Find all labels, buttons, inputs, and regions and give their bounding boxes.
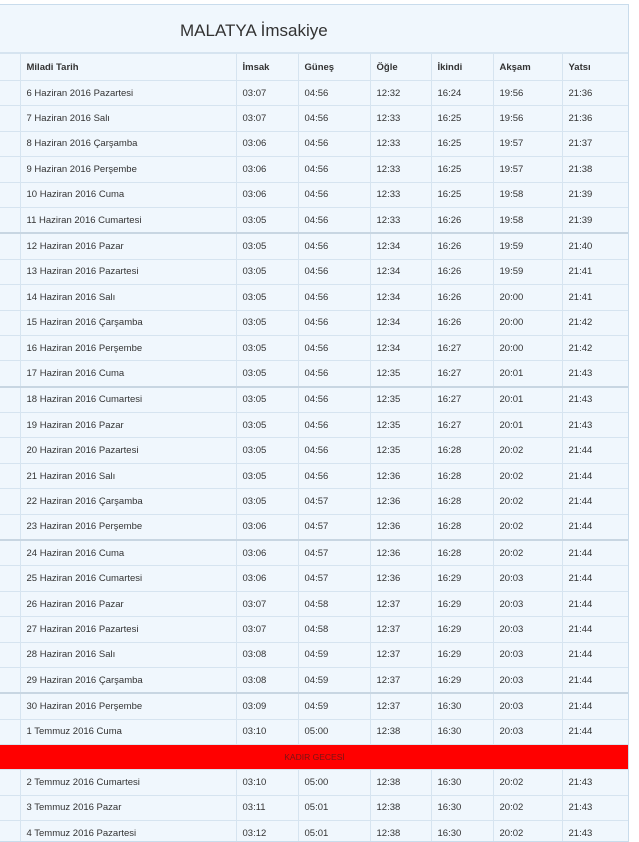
- cell-yatsi: 21:36: [562, 81, 629, 106]
- cell-date: 6 Haziran 2016 Pazartesi: [20, 81, 236, 106]
- header-ogle: Öğle: [370, 54, 431, 81]
- cell-date: 28 Haziran 2016 Salı: [20, 642, 236, 667]
- cell-yatsi: 21:39: [562, 182, 629, 207]
- cell-aksam: 20:02: [493, 540, 562, 566]
- table-row: [0, 795, 629, 820]
- row-spacer: [0, 642, 20, 667]
- cell-date: 27 Haziran 2016 Pazartesi: [20, 617, 236, 642]
- cell-aksam: 20:03: [493, 693, 562, 719]
- cell-yatsi: 21:39: [562, 207, 629, 233]
- cell-imsak: 03:05: [236, 310, 298, 335]
- cell-aksam: 20:03: [493, 667, 562, 693]
- cell-ikindi: 16:29: [431, 642, 493, 667]
- cell-date: 30 Haziran 2016 Perşembe: [20, 693, 236, 719]
- cell-aksam: 20:02: [493, 770, 562, 795]
- cell-date: 18 Haziran 2016 Cumartesi: [20, 387, 236, 413]
- cell-gunes: 04:56: [298, 182, 370, 207]
- cell-aksam: 20:03: [493, 719, 562, 744]
- cell-yatsi: 21:43: [562, 820, 629, 842]
- cell-ikindi: 16:30: [431, 795, 493, 820]
- table-row: [0, 233, 629, 259]
- table-row: [0, 413, 629, 438]
- cell-ogle: 12:38: [370, 719, 431, 744]
- row-spacer: [0, 310, 20, 335]
- cell-aksam: 20:01: [493, 413, 562, 438]
- row-spacer: [0, 259, 20, 284]
- cell-imsak: 03:05: [236, 489, 298, 514]
- table-row: [0, 489, 629, 514]
- row-spacer: [0, 795, 20, 820]
- row-spacer: [0, 131, 20, 156]
- cell-ogle: 12:37: [370, 642, 431, 667]
- table-row: [0, 182, 629, 207]
- table-row: [0, 157, 629, 182]
- cell-yatsi: 21:37: [562, 131, 629, 156]
- cell-ikindi: 16:28: [431, 438, 493, 463]
- cell-yatsi: 21:44: [562, 566, 629, 591]
- cell-aksam: 19:58: [493, 207, 562, 233]
- header-imsak: İmsak: [236, 54, 298, 81]
- cell-date: 11 Haziran 2016 Cumartesi: [20, 207, 236, 233]
- cell-ikindi: 16:28: [431, 514, 493, 540]
- table-header-row: [0, 54, 629, 81]
- cell-imsak: 03:05: [236, 413, 298, 438]
- cell-ikindi: 16:27: [431, 335, 493, 360]
- cell-gunes: 04:57: [298, 489, 370, 514]
- cell-gunes: 04:56: [298, 285, 370, 310]
- cell-yatsi: 21:38: [562, 157, 629, 182]
- cell-imsak: 03:06: [236, 131, 298, 156]
- cell-gunes: 04:57: [298, 566, 370, 591]
- cell-date: 21 Haziran 2016 Salı: [20, 463, 236, 488]
- cell-date: 3 Temmuz 2016 Pazar: [20, 795, 236, 820]
- cell-imsak: 03:05: [236, 463, 298, 488]
- header-date: Miladi Tarih: [20, 54, 236, 81]
- row-spacer: [0, 591, 20, 616]
- cell-yatsi: 21:41: [562, 259, 629, 284]
- prayer-times-table: [0, 53, 629, 842]
- cell-gunes: 04:59: [298, 667, 370, 693]
- cell-date: 25 Haziran 2016 Cumartesi: [20, 566, 236, 591]
- cell-ikindi: 16:29: [431, 591, 493, 616]
- row-spacer: [0, 361, 20, 387]
- cell-gunes: 04:56: [298, 106, 370, 131]
- table-row: [0, 131, 629, 156]
- cell-ikindi: 16:25: [431, 106, 493, 131]
- row-spacer: [0, 770, 20, 795]
- row-spacer: [0, 285, 20, 310]
- cell-ikindi: 16:25: [431, 182, 493, 207]
- cell-ogle: 12:37: [370, 667, 431, 693]
- cell-ikindi: 16:26: [431, 233, 493, 259]
- cell-ogle: 12:35: [370, 361, 431, 387]
- cell-yatsi: 21:43: [562, 361, 629, 387]
- row-spacer: [0, 617, 20, 642]
- cell-aksam: 20:02: [493, 795, 562, 820]
- cell-date: 14 Haziran 2016 Salı: [20, 285, 236, 310]
- table-row: [0, 285, 629, 310]
- cell-gunes: 04:56: [298, 131, 370, 156]
- cell-gunes: 04:56: [298, 413, 370, 438]
- cell-imsak: 03:06: [236, 566, 298, 591]
- cell-date: 2 Temmuz 2016 Cumartesi: [20, 770, 236, 795]
- cell-ogle: 12:35: [370, 413, 431, 438]
- cell-ogle: 12:34: [370, 335, 431, 360]
- cell-gunes: 04:56: [298, 157, 370, 182]
- cell-aksam: 20:03: [493, 617, 562, 642]
- cell-aksam: 20:01: [493, 387, 562, 413]
- cell-yatsi: 21:44: [562, 617, 629, 642]
- cell-imsak: 03:12: [236, 820, 298, 842]
- cell-date: 15 Haziran 2016 Çarşamba: [20, 310, 236, 335]
- cell-imsak: 03:05: [236, 335, 298, 360]
- table-row: [0, 770, 629, 795]
- cell-ogle: 12:36: [370, 514, 431, 540]
- highlight-label: KADIR GECESİ: [0, 745, 629, 770]
- cell-ogle: 12:34: [370, 233, 431, 259]
- cell-yatsi: 21:44: [562, 514, 629, 540]
- cell-date: 12 Haziran 2016 Pazar: [20, 233, 236, 259]
- table-row: [0, 820, 629, 842]
- cell-gunes: 04:56: [298, 335, 370, 360]
- cell-date: 1 Temmuz 2016 Cuma: [20, 719, 236, 744]
- table-row: [0, 207, 629, 233]
- cell-gunes: 04:57: [298, 514, 370, 540]
- cell-ogle: 12:35: [370, 438, 431, 463]
- cell-aksam: 19:57: [493, 157, 562, 182]
- cell-aksam: 19:59: [493, 233, 562, 259]
- cell-imsak: 03:06: [236, 514, 298, 540]
- cell-date: 29 Haziran 2016 Çarşamba: [20, 667, 236, 693]
- cell-date: 26 Haziran 2016 Pazar: [20, 591, 236, 616]
- cell-imsak: 03:05: [236, 438, 298, 463]
- cell-date: 8 Haziran 2016 Çarşamba: [20, 131, 236, 156]
- cell-ikindi: 16:27: [431, 361, 493, 387]
- cell-gunes: 04:56: [298, 361, 370, 387]
- cell-gunes: 04:56: [298, 310, 370, 335]
- cell-ikindi: 16:25: [431, 157, 493, 182]
- cell-aksam: 19:58: [493, 182, 562, 207]
- cell-gunes: 05:01: [298, 795, 370, 820]
- cell-ogle: 12:36: [370, 566, 431, 591]
- cell-ogle: 12:38: [370, 820, 431, 842]
- cell-ikindi: 16:25: [431, 131, 493, 156]
- cell-ikindi: 16:26: [431, 285, 493, 310]
- cell-gunes: 04:56: [298, 81, 370, 106]
- cell-imsak: 03:11: [236, 795, 298, 820]
- row-spacer: [0, 693, 20, 719]
- cell-ikindi: 16:26: [431, 310, 493, 335]
- row-spacer: [0, 463, 20, 488]
- cell-ikindi: 16:27: [431, 413, 493, 438]
- table-row: [0, 81, 629, 106]
- row-spacer: [0, 207, 20, 233]
- cell-yatsi: 21:44: [562, 642, 629, 667]
- cell-aksam: 20:01: [493, 361, 562, 387]
- cell-date: 13 Haziran 2016 Pazartesi: [20, 259, 236, 284]
- cell-ogle: 12:36: [370, 463, 431, 488]
- cell-ikindi: 16:29: [431, 566, 493, 591]
- cell-gunes: 05:00: [298, 770, 370, 795]
- cell-ikindi: 16:30: [431, 770, 493, 795]
- cell-yatsi: 21:44: [562, 463, 629, 488]
- cell-yatsi: 21:43: [562, 770, 629, 795]
- cell-imsak: 03:07: [236, 591, 298, 616]
- cell-imsak: 03:06: [236, 182, 298, 207]
- cell-ogle: 12:33: [370, 157, 431, 182]
- row-spacer: [0, 106, 20, 131]
- cell-ikindi: 16:26: [431, 207, 493, 233]
- cell-date: 24 Haziran 2016 Cuma: [20, 540, 236, 566]
- cell-ikindi: 16:30: [431, 820, 493, 842]
- row-spacer: [0, 566, 20, 591]
- table-body: [0, 81, 629, 842]
- cell-gunes: 05:00: [298, 719, 370, 744]
- cell-aksam: 19:56: [493, 106, 562, 131]
- row-spacer: [0, 540, 20, 566]
- row-spacer: [0, 489, 20, 514]
- cell-ikindi: 16:26: [431, 259, 493, 284]
- cell-imsak: 03:07: [236, 81, 298, 106]
- cell-ogle: 12:33: [370, 182, 431, 207]
- cell-date: 19 Haziran 2016 Pazar: [20, 413, 236, 438]
- cell-yatsi: 21:44: [562, 438, 629, 463]
- cell-yatsi: 21:44: [562, 591, 629, 616]
- cell-date: 17 Haziran 2016 Cuma: [20, 361, 236, 387]
- cell-imsak: 03:05: [236, 285, 298, 310]
- cell-imsak: 03:08: [236, 667, 298, 693]
- cell-gunes: 04:56: [298, 463, 370, 488]
- cell-gunes: 04:56: [298, 438, 370, 463]
- table-row: [0, 387, 629, 413]
- table-row: [0, 642, 629, 667]
- table-row: [0, 106, 629, 131]
- cell-imsak: 03:05: [236, 259, 298, 284]
- cell-ogle: 12:36: [370, 540, 431, 566]
- row-spacer: [0, 233, 20, 259]
- header-yatsi: Yatsı: [562, 54, 629, 81]
- cell-date: 9 Haziran 2016 Perşembe: [20, 157, 236, 182]
- cell-aksam: 20:02: [493, 820, 562, 842]
- row-spacer: [0, 387, 20, 413]
- table-row: [0, 463, 629, 488]
- table-row: [0, 335, 629, 360]
- cell-yatsi: 21:42: [562, 335, 629, 360]
- cell-ogle: 12:38: [370, 770, 431, 795]
- highlight-row: [0, 745, 629, 770]
- cell-yatsi: 21:40: [562, 233, 629, 259]
- cell-gunes: 04:56: [298, 387, 370, 413]
- header-aksam: Akşam: [493, 54, 562, 81]
- cell-ikindi: 16:29: [431, 617, 493, 642]
- cell-gunes: 04:57: [298, 540, 370, 566]
- cell-gunes: 04:58: [298, 591, 370, 616]
- cell-aksam: 20:02: [493, 463, 562, 488]
- cell-date: 7 Haziran 2016 Salı: [20, 106, 236, 131]
- header-spacer: [0, 54, 20, 81]
- cell-ikindi: 16:28: [431, 489, 493, 514]
- cell-date: 22 Haziran 2016 Çarşamba: [20, 489, 236, 514]
- cell-aksam: 19:59: [493, 259, 562, 284]
- cell-yatsi: 21:36: [562, 106, 629, 131]
- cell-yatsi: 21:44: [562, 693, 629, 719]
- cell-date: 10 Haziran 2016 Cuma: [20, 182, 236, 207]
- cell-yatsi: 21:41: [562, 285, 629, 310]
- cell-ikindi: 16:24: [431, 81, 493, 106]
- cell-date: 4 Temmuz 2016 Pazartesi: [20, 820, 236, 842]
- cell-ogle: 12:37: [370, 591, 431, 616]
- cell-ikindi: 16:27: [431, 387, 493, 413]
- cell-ikindi: 16:28: [431, 463, 493, 488]
- table-row: [0, 617, 629, 642]
- cell-gunes: 04:58: [298, 617, 370, 642]
- table-row: [0, 667, 629, 693]
- row-spacer: [0, 182, 20, 207]
- cell-aksam: 20:03: [493, 566, 562, 591]
- cell-aksam: 20:00: [493, 335, 562, 360]
- cell-imsak: 03:08: [236, 642, 298, 667]
- cell-imsak: 03:05: [236, 387, 298, 413]
- cell-aksam: 20:00: [493, 310, 562, 335]
- row-spacer: [0, 81, 20, 106]
- cell-imsak: 03:05: [236, 207, 298, 233]
- row-spacer: [0, 413, 20, 438]
- cell-aksam: 20:03: [493, 591, 562, 616]
- cell-imsak: 03:07: [236, 617, 298, 642]
- cell-aksam: 19:57: [493, 131, 562, 156]
- cell-ogle: 12:33: [370, 106, 431, 131]
- table-row: [0, 361, 629, 387]
- table-row: [0, 566, 629, 591]
- cell-yatsi: 21:44: [562, 540, 629, 566]
- cell-aksam: 20:02: [493, 438, 562, 463]
- cell-yatsi: 21:43: [562, 387, 629, 413]
- cell-aksam: 19:56: [493, 81, 562, 106]
- cell-aksam: 20:00: [493, 285, 562, 310]
- cell-date: 23 Haziran 2016 Perşembe: [20, 514, 236, 540]
- cell-imsak: 03:06: [236, 540, 298, 566]
- cell-ikindi: 16:28: [431, 540, 493, 566]
- cell-gunes: 04:56: [298, 207, 370, 233]
- cell-imsak: 03:07: [236, 106, 298, 131]
- row-spacer: [0, 157, 20, 182]
- cell-ogle: 12:34: [370, 259, 431, 284]
- cell-ikindi: 16:30: [431, 719, 493, 744]
- cell-ogle: 12:36: [370, 489, 431, 514]
- row-spacer: [0, 335, 20, 360]
- cell-ogle: 12:33: [370, 131, 431, 156]
- cell-aksam: 20:02: [493, 514, 562, 540]
- table-row: [0, 591, 629, 616]
- cell-yatsi: 21:44: [562, 667, 629, 693]
- table-row: [0, 540, 629, 566]
- cell-ogle: 12:33: [370, 207, 431, 233]
- cell-ogle: 12:38: [370, 795, 431, 820]
- table-row: [0, 514, 629, 540]
- cell-imsak: 03:05: [236, 233, 298, 259]
- table-row: [0, 719, 629, 744]
- cell-ogle: 12:34: [370, 285, 431, 310]
- table-row: [0, 438, 629, 463]
- cell-yatsi: 21:42: [562, 310, 629, 335]
- cell-ogle: 12:32: [370, 81, 431, 106]
- cell-date: 16 Haziran 2016 Perşembe: [20, 335, 236, 360]
- cell-ogle: 12:37: [370, 617, 431, 642]
- header-gunes: Güneş: [298, 54, 370, 81]
- cell-imsak: 03:10: [236, 770, 298, 795]
- row-spacer: [0, 438, 20, 463]
- header-ikindi: İkindi: [431, 54, 493, 81]
- cell-aksam: 20:02: [493, 489, 562, 514]
- row-spacer: [0, 719, 20, 744]
- cell-imsak: 03:05: [236, 361, 298, 387]
- cell-gunes: 04:59: [298, 693, 370, 719]
- cell-ogle: 12:34: [370, 310, 431, 335]
- cell-yatsi: 21:43: [562, 413, 629, 438]
- row-spacer: [0, 820, 20, 842]
- imsakiye-panel: [0, 4, 629, 842]
- cell-ogle: 12:35: [370, 387, 431, 413]
- row-spacer: [0, 514, 20, 540]
- cell-ogle: 12:37: [370, 693, 431, 719]
- cell-gunes: 04:56: [298, 259, 370, 284]
- row-spacer: [0, 667, 20, 693]
- page-title: MALATYA İmsakiye: [0, 5, 628, 53]
- table-row: [0, 310, 629, 335]
- cell-gunes: 05:01: [298, 820, 370, 842]
- cell-imsak: 03:09: [236, 693, 298, 719]
- cell-ikindi: 16:30: [431, 693, 493, 719]
- cell-yatsi: 21:44: [562, 719, 629, 744]
- cell-imsak: 03:10: [236, 719, 298, 744]
- table-row: [0, 693, 629, 719]
- cell-aksam: 20:03: [493, 642, 562, 667]
- cell-yatsi: 21:44: [562, 489, 629, 514]
- cell-ikindi: 16:29: [431, 667, 493, 693]
- table-row: [0, 259, 629, 284]
- cell-gunes: 04:56: [298, 233, 370, 259]
- cell-date: 20 Haziran 2016 Pazartesi: [20, 438, 236, 463]
- cell-gunes: 04:59: [298, 642, 370, 667]
- cell-yatsi: 21:43: [562, 795, 629, 820]
- cell-imsak: 03:06: [236, 157, 298, 182]
